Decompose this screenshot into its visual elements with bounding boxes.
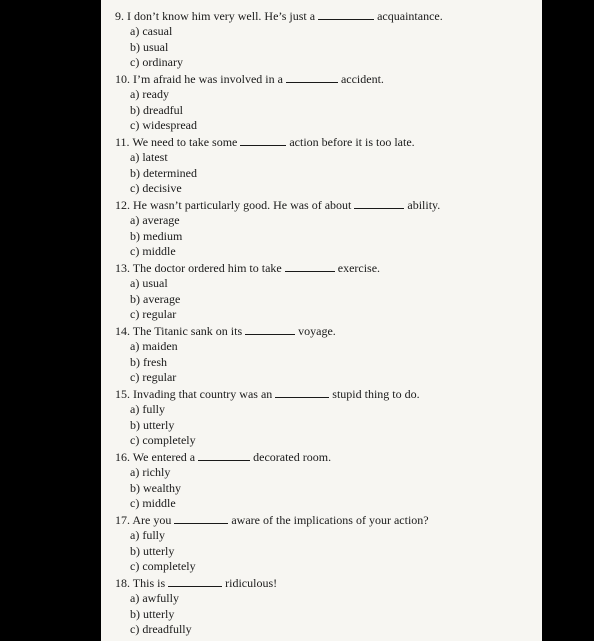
question-text-after: aware of the implications of your action?: [231, 513, 429, 527]
answer-option: b) dreadful: [130, 102, 183, 117]
answer-option: b) usual: [130, 39, 169, 54]
question-number: 13.: [115, 261, 130, 275]
answer-blank: [285, 260, 335, 272]
answer-option: c) completely: [130, 559, 196, 574]
answer-option: b) determined: [130, 165, 197, 180]
question-number: 10.: [115, 72, 130, 86]
question-text-after: accident.: [340, 72, 384, 86]
question-line: [115, 134, 415, 149]
question-line: [115, 323, 336, 338]
answer-option: b) utterly: [130, 606, 175, 621]
answer-option: a) fully: [130, 527, 165, 542]
answer-option: c) regular: [130, 307, 177, 322]
answer-blank: [174, 512, 228, 524]
question-line: [115, 197, 440, 212]
answer-option: c) middle: [130, 244, 176, 259]
answer-blank: [198, 449, 250, 461]
question-line: [115, 260, 380, 275]
answer-option: c) regular: [130, 370, 177, 385]
question-text-after: acquaintance.: [377, 9, 443, 23]
answer-option: a) ready: [130, 86, 169, 101]
answer-option: a) awfully: [130, 590, 179, 605]
question-text-after: exercise.: [337, 261, 381, 275]
question-line: [115, 512, 429, 527]
document-page: [101, 0, 542, 641]
answer-option: a) usual: [130, 275, 168, 290]
question-text-after: voyage.: [298, 324, 336, 338]
answer-option: b) average: [130, 291, 181, 306]
answer-option: a) richly: [130, 464, 171, 479]
answer-option: b) medium: [130, 228, 183, 243]
answer-option: a) average: [130, 212, 180, 227]
answer-blank: [354, 197, 404, 209]
answer-blank: [286, 71, 338, 83]
answer-blank: [240, 134, 286, 146]
question-line: [115, 449, 331, 464]
question-text-before: We need to take some: [132, 135, 238, 149]
question-line: [115, 575, 277, 590]
question-text-before: He wasn’t particularly good. He was of about: [133, 198, 352, 212]
question-number: 15.: [115, 387, 130, 401]
question-number: 12.: [115, 198, 130, 212]
question-line: [115, 71, 384, 86]
answer-blank: [168, 575, 222, 587]
question-number: 9.: [115, 9, 124, 23]
question-number: 17.: [115, 513, 130, 527]
answer-blank: [318, 8, 374, 20]
question-number: 11.: [115, 135, 130, 149]
question-text-after: stupid thing to do.: [332, 387, 420, 401]
answer-blank: [275, 386, 329, 398]
question-text-after: decorated room.: [253, 450, 332, 464]
question-text-before: The doctor ordered him to take: [132, 261, 282, 275]
answer-option: b) utterly: [130, 543, 175, 558]
question-text-before: I’m afraid he was involved in a: [133, 72, 283, 86]
answer-option: a) maiden: [130, 338, 178, 353]
answer-blank: [245, 323, 295, 335]
answer-option: c) decisive: [130, 181, 182, 196]
answer-option: b) fresh: [130, 354, 167, 369]
question-text-before: We entered a: [132, 450, 196, 464]
question-text-before: I don’t know him very well. He’s just a: [127, 9, 316, 23]
question-line: [115, 8, 443, 23]
answer-option: a) casual: [130, 23, 173, 38]
question-line: [115, 386, 420, 401]
answer-option: c) widespread: [130, 118, 197, 133]
answer-option: a) latest: [130, 149, 168, 164]
question-text-after: ability.: [407, 198, 441, 212]
answer-option: c) completely: [130, 433, 196, 448]
answer-option: c) dreadfully: [130, 622, 192, 637]
question-text-before: Invading that country was an: [133, 387, 273, 401]
question-text-before: The Titanic sank on its: [132, 324, 243, 338]
question-text-before: This is: [132, 576, 166, 590]
question-text-before: Are you: [132, 513, 172, 527]
answer-option: b) wealthy: [130, 480, 181, 495]
question-text-after: action before it is too late.: [289, 135, 415, 149]
answer-option: c) middle: [130, 496, 176, 511]
question-number: 16.: [115, 450, 130, 464]
question-number: 18.: [115, 576, 130, 590]
answer-option: c) ordinary: [130, 55, 183, 70]
answer-option: a) fully: [130, 401, 165, 416]
question-text-after: ridiculous!: [225, 576, 278, 590]
answer-option: b) utterly: [130, 417, 175, 432]
question-number: 14.: [115, 324, 130, 338]
